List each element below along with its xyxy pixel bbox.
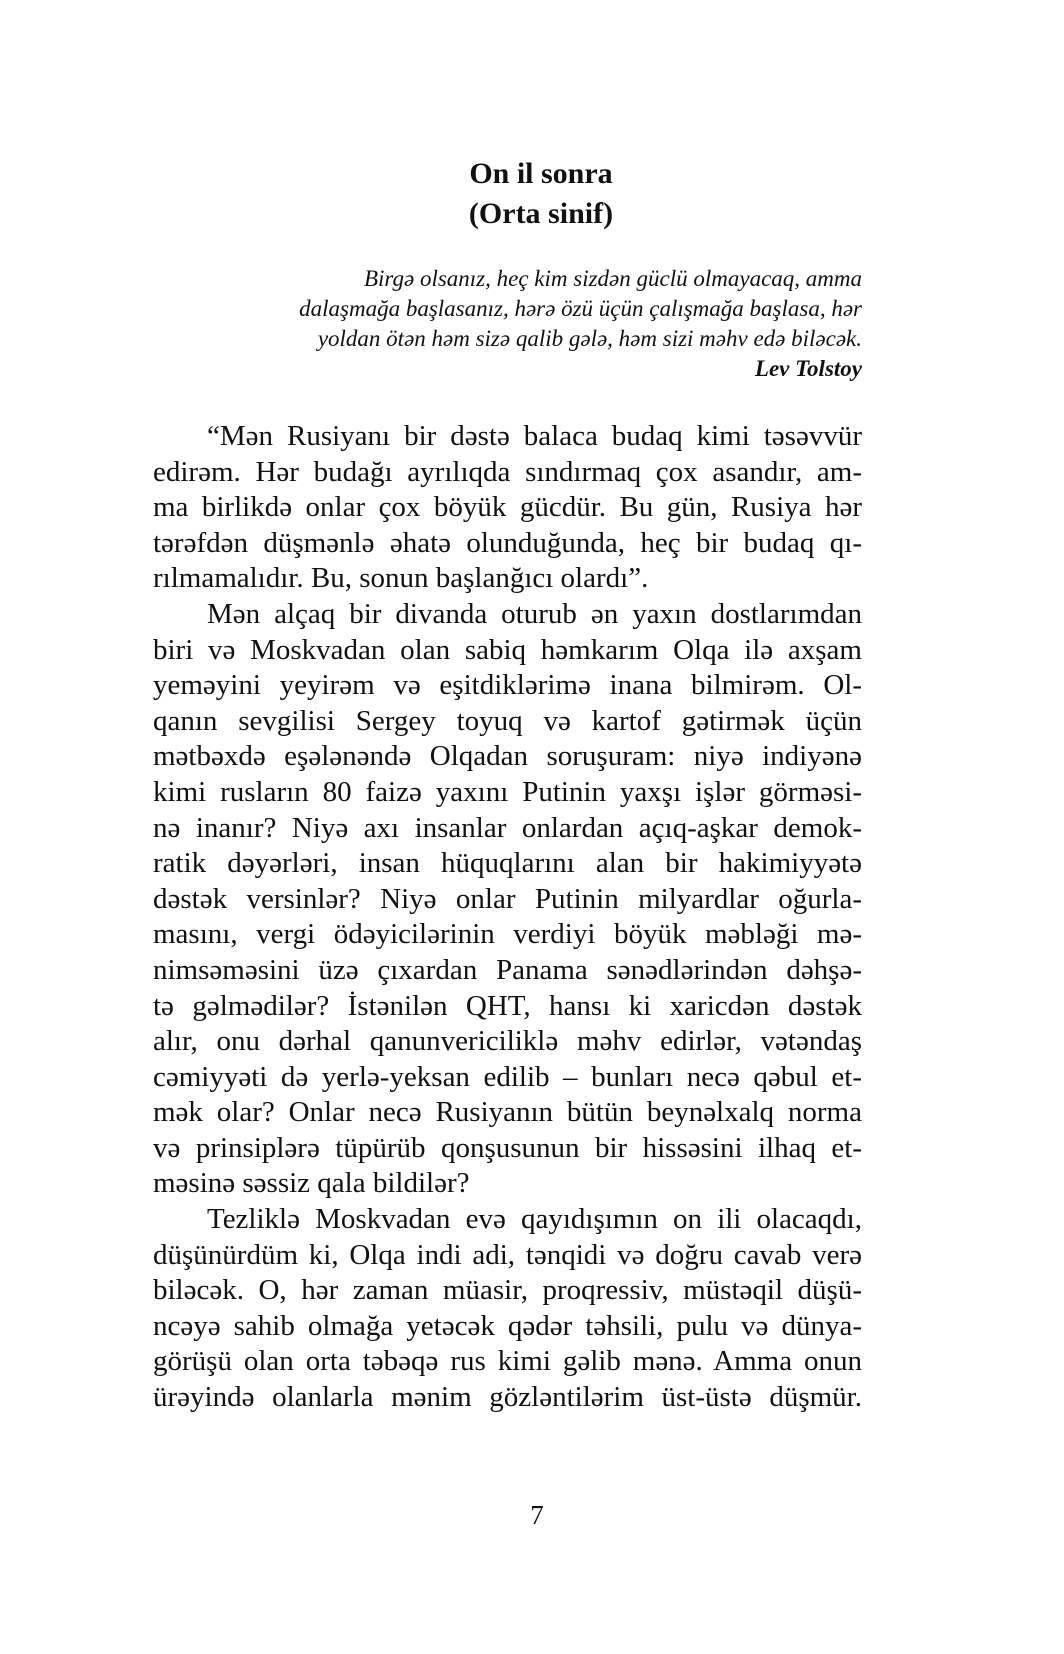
epigraph (222, 264, 862, 384)
text-line: ratik dəyərləri, insan hüquqlarını alan bir hakimiyyətə (153, 847, 862, 880)
text-line: Mən alçaq bir divanda oturub ən yaxın dostlarımdan (207, 597, 862, 630)
text-line: nimsəməsini üzə çıxardan Panama sənədlərindən dəhşə- (153, 953, 862, 986)
text-line: nə inanır? Niyə axı insanlar onlardan açıq-aşkar demok- (153, 811, 862, 844)
text-line: və prinsiplərə tüpürüb qonşusunun bir hissəsini ilhaq et- (153, 1131, 862, 1164)
text-line: Tezliklə Moskvadan evə qayıdışımın on ili olacaqdı, (207, 1203, 862, 1236)
text-line: edirəm. Hər budağı ayrılıqda sındırmaq çox asandır, am- (153, 455, 862, 488)
epigraph-author: Lev Tolstoy (754, 356, 862, 381)
text-line: görüşü olan orta təbəqə rus kimi gəlib mənə. Amma onun (153, 1345, 862, 1378)
text-line: tərəfdən düşmənlə əhatə olunduğunda, heç bir budaq qı- (153, 526, 862, 559)
text-line: tə gəlmədilər? İstənilən QHT, hansı ki xaricdən dəstək (153, 989, 862, 1022)
text-line: yeməyini yeyirəm və eşitdiklərimə inana bilmirəm. Ol- (153, 669, 862, 702)
epigraph-line: yoldan ötən həm sizə qalib gələ, həm sizi məhv edə biləcək. (317, 326, 862, 351)
text-line: ürəyində olanlarla mənim gözləntilərim üst-üstə düşmür. (153, 1381, 862, 1414)
text-line: ma birlikdə onlar çox böyük gücdür. Bu gün, Rusiya hər (153, 491, 862, 524)
text-line: rılmamalıdır. Bu, sonun başlanğıcı olardı”. (153, 562, 649, 595)
text-line: mətbəxdə eşələnəndə Olqadan soruşuram: niyə indiyənə (153, 740, 862, 773)
text-line: qanın sevgilisi Sergey toyuq və kartof gətirmək üçün (153, 704, 862, 737)
text-line: dəstək versinlər? Niyə onlar Putinin milyardlar oğurla- (153, 882, 862, 915)
text-line: biləcək. O, hər zaman müasir, proqressiv, müstəqil düşü- (153, 1274, 862, 1307)
chapter-title (0, 154, 1064, 234)
text-line: kimi rusların 80 faizə yaxını Putinin yaxşı işlər görməsi- (153, 775, 862, 808)
text-line: cəmiyyəti də yerlə-yeksan edilib – bunları necə qəbul et- (153, 1060, 862, 1093)
text-line: alır, onu dərhal qanunvericiliklə məhv edirlər, vətəndaş (153, 1025, 862, 1058)
epigraph-line: dalaşmağa başlasanız, hərə özü üçün çalışmağa başlasa, hər (299, 296, 862, 321)
body-text (153, 419, 862, 1416)
text-line: düşünürdüm ki, Olqa indi adi, tənqidi və doğru cavab verə (153, 1238, 862, 1271)
chapter-title-subtitle: (Orta sinif) (468, 197, 614, 230)
chapter-title-main: On il sonra (469, 157, 613, 190)
text-line: biri və Moskvadan olan sabiq həmkarım Olqa ilə axşam (153, 633, 862, 666)
epigraph-line: Birgə olsanız, heç kim sizdən güclü olmayacaq, amma (363, 266, 862, 291)
page-number: 7 (530, 1500, 544, 1530)
text-line: “Mən Rusiyanı bir dəstə balaca budaq kimi təsəvvür (207, 420, 862, 452)
text-line: ncəyə sahib olmağa yetəcək qədər təhsili, pulu və dünya- (153, 1309, 862, 1342)
text-line: məsinə səssiz qala bildilər? (153, 1167, 470, 1200)
text-line: mək olar? Onlar necə Rusiyanın bütün beynəlxalq norma (153, 1096, 862, 1129)
text-line: masını, vergi ödəyicilərinin verdiyi böyük məbləği mə- (153, 918, 862, 951)
